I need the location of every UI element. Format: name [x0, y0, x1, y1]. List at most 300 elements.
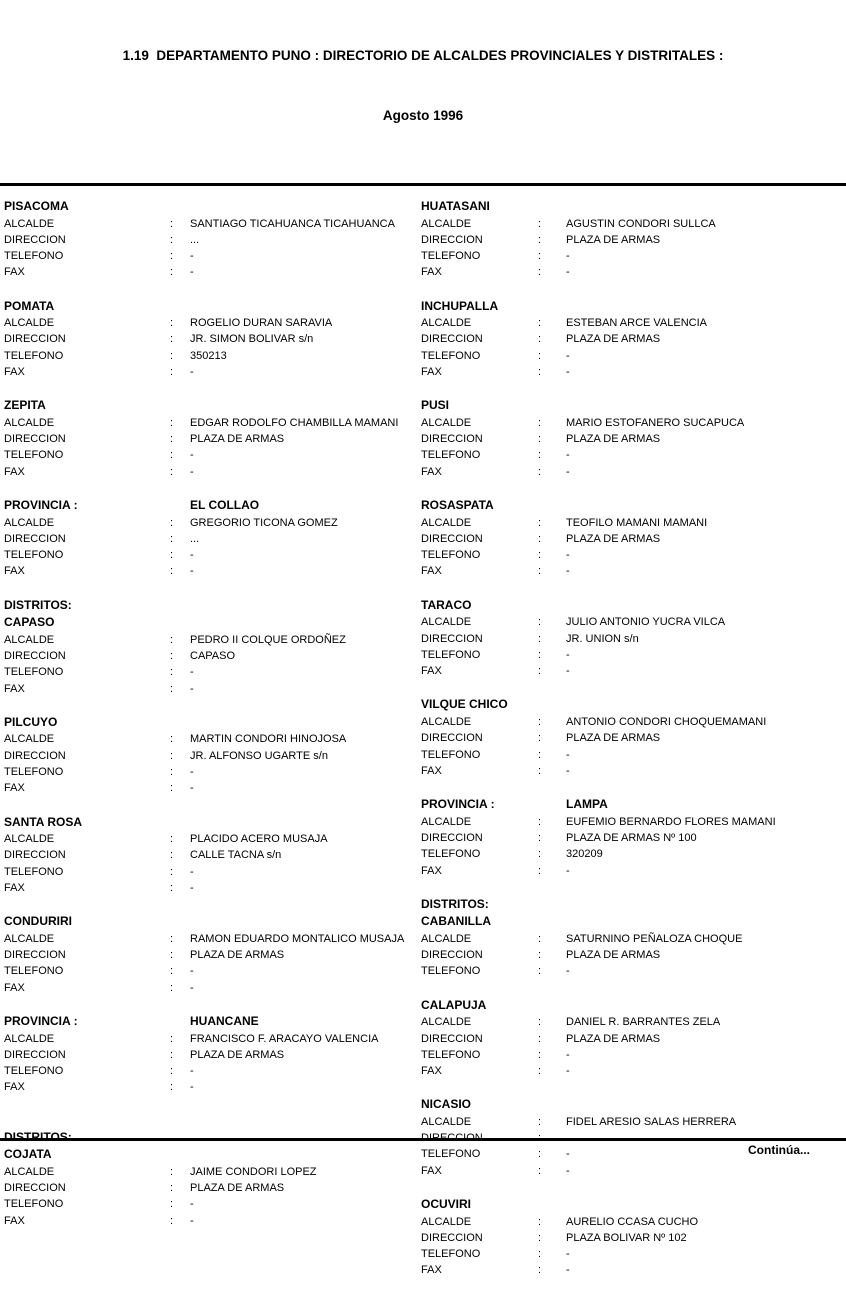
- field-separator: :: [538, 565, 542, 578]
- field-separator: :: [538, 233, 542, 246]
- field-separator: :: [538, 532, 542, 545]
- field-separator: :: [538, 1231, 542, 1244]
- field-value: -: [190, 565, 194, 578]
- field-value: -: [566, 349, 570, 362]
- field-label: ALCALDE: [421, 516, 472, 529]
- entry-heading-line: [421, 913, 846, 931]
- field-value: PLAZA DE ARMAS: [190, 949, 285, 962]
- field-label: TELEFONO: [4, 1198, 64, 1211]
- field-separator: :: [538, 433, 542, 446]
- field-value: FIDEL ARESIO SALAS HERRERA: [566, 1115, 737, 1128]
- field-value: -: [566, 748, 570, 761]
- field-row: [4, 648, 417, 664]
- field-label: DIRECCION: [421, 532, 483, 545]
- field-separator: :: [170, 1214, 174, 1227]
- field-label: DIRECCION: [4, 650, 66, 663]
- field-label: TELEFONO: [4, 865, 64, 878]
- field-row: [421, 264, 846, 280]
- field-row: [421, 547, 846, 563]
- field-label: ALCALDE: [421, 815, 472, 828]
- province-name: LAMPA: [566, 797, 608, 812]
- field-label: TELEFONO: [421, 549, 481, 562]
- entry-heading-line: [421, 796, 846, 814]
- field-row: [4, 415, 417, 431]
- field-separator: :: [538, 1132, 542, 1145]
- field-separator: :: [538, 949, 542, 962]
- field-value: -: [190, 682, 194, 695]
- field-separator: :: [170, 217, 174, 230]
- entry-heading: VILQUE CHICO: [421, 697, 508, 712]
- field-value: EDGAR RODOLFO CHAMBILLA MAMANI: [190, 416, 399, 429]
- field-row: [421, 631, 846, 647]
- field-value: -: [566, 465, 570, 478]
- directory-entry: [4, 397, 417, 480]
- directory-entry: [421, 497, 846, 580]
- field-label: DIRECCION: [421, 949, 483, 962]
- field-separator: :: [538, 932, 542, 945]
- field-label: ALCALDE: [4, 416, 55, 429]
- field-label: DIRECCION: [421, 831, 483, 844]
- field-row: [4, 563, 417, 579]
- field-label: FAX: [4, 981, 25, 994]
- field-label: FAX: [4, 366, 25, 379]
- field-separator: :: [538, 965, 542, 978]
- field-rows: [4, 731, 417, 796]
- field-rows: [4, 515, 417, 580]
- field-label: ALCALDE: [421, 1115, 472, 1128]
- field-value: -: [566, 1248, 570, 1261]
- field-row: [4, 447, 417, 463]
- field-row: [4, 248, 417, 264]
- field-label: DIRECCION: [4, 532, 66, 545]
- field-value: ...: [190, 532, 200, 545]
- field-separator: :: [538, 449, 542, 462]
- field-row: [421, 531, 846, 547]
- field-row: [4, 632, 417, 648]
- directory-entry: [421, 796, 846, 879]
- field-separator: :: [170, 549, 174, 562]
- field-label: TELEFONO: [421, 1148, 481, 1161]
- field-label: DIRECCION: [4, 849, 66, 862]
- column-right: [417, 198, 846, 1296]
- field-row: [421, 315, 846, 331]
- field-value: JAIME CONDORI LOPEZ: [190, 1165, 317, 1178]
- entry-heading-line: [421, 997, 846, 1015]
- continuation-note: Continúa...: [748, 1143, 810, 1157]
- field-row: [4, 547, 417, 563]
- entry-heading-line: [421, 298, 846, 316]
- field-separator: :: [538, 1032, 542, 1045]
- field-row: [4, 1079, 417, 1095]
- field-label: TELEFONO: [4, 549, 64, 562]
- field-label: DIRECCION: [4, 333, 66, 346]
- field-label: DIRECCION: [421, 732, 483, 745]
- field-separator: :: [170, 565, 174, 578]
- field-value: -: [566, 1065, 570, 1078]
- directory-entry: [4, 298, 417, 381]
- field-row: [4, 980, 417, 996]
- entry-heading-line: [4, 1146, 417, 1164]
- field-separator: :: [170, 333, 174, 346]
- field-value: -: [566, 266, 570, 279]
- field-row: [421, 947, 846, 963]
- field-label: ALCALDE: [421, 217, 472, 230]
- field-value: CALLE TACNA s/n: [190, 849, 282, 862]
- field-separator: :: [170, 317, 174, 330]
- entry-heading-line: [4, 397, 417, 415]
- field-value: -: [190, 1065, 194, 1078]
- field-separator: :: [538, 732, 542, 745]
- field-label: TELEFONO: [421, 965, 481, 978]
- field-label: FAX: [4, 782, 25, 795]
- field-value: -: [566, 449, 570, 462]
- field-separator: :: [170, 650, 174, 663]
- field-row: [4, 764, 417, 780]
- field-value: JR. UNION s/n: [566, 632, 639, 645]
- field-rows: [421, 1014, 846, 1079]
- field-row: [421, 464, 846, 480]
- field-label: TELEFONO: [421, 748, 481, 761]
- entry-heading: COJATA: [4, 1147, 52, 1162]
- field-value: PLAZA DE ARMAS: [566, 949, 661, 962]
- field-rows: [421, 216, 846, 281]
- field-value: PLAZA DE ARMAS: [190, 1181, 285, 1194]
- field-row: [4, 431, 417, 447]
- field-rows: [4, 931, 417, 996]
- field-value: -: [190, 1214, 194, 1227]
- field-separator: :: [170, 250, 174, 263]
- field-separator: :: [538, 1065, 542, 1078]
- field-value: -: [190, 1081, 194, 1094]
- field-separator: :: [538, 815, 542, 828]
- field-row: [421, 1163, 846, 1179]
- field-label: FAX: [4, 882, 25, 895]
- entry-heading-line: [421, 198, 846, 216]
- field-row: [4, 348, 417, 364]
- field-value: -: [190, 865, 194, 878]
- field-separator: :: [170, 981, 174, 994]
- field-row: [421, 1230, 846, 1246]
- entry-heading-line: [421, 397, 846, 415]
- field-row: [4, 515, 417, 531]
- field-value: SANTIAGO TICAHUANCA TICAHUANCA: [190, 217, 395, 230]
- field-separator: :: [538, 1016, 542, 1029]
- field-row: [421, 331, 846, 347]
- entry-heading: INCHUPALLA: [421, 298, 499, 313]
- field-row: [421, 663, 846, 679]
- field-row: [421, 647, 846, 663]
- field-value: PLACIDO ACERO MUSAJA: [190, 833, 328, 846]
- field-label: TELEFONO: [421, 848, 481, 861]
- field-row: [4, 831, 417, 847]
- field-label: DIRECCION: [4, 233, 66, 246]
- field-row: [421, 846, 846, 862]
- field-separator: :: [170, 766, 174, 779]
- section-label: DISTRITOS:: [421, 896, 489, 911]
- field-label: FAX: [421, 864, 442, 877]
- field-separator: :: [170, 516, 174, 529]
- entry-heading-line: [4, 714, 417, 732]
- field-rows: [4, 831, 417, 896]
- entry-heading: PROVINCIA :: [4, 498, 78, 513]
- field-value: -: [190, 266, 194, 279]
- field-value: PLAZA DE ARMAS: [566, 532, 661, 545]
- field-value: -: [190, 782, 194, 795]
- field-label: ALCALDE: [421, 715, 472, 728]
- field-row: [421, 415, 846, 431]
- entry-heading-line: [421, 597, 846, 615]
- directory-entry: [4, 714, 417, 797]
- field-separator: :: [170, 449, 174, 462]
- field-value: ANTONIO CONDORI CHOQUEMAMANI: [566, 715, 767, 728]
- field-label: ALCALDE: [4, 932, 55, 945]
- field-value: PLAZA DE ARMAS: [566, 433, 661, 446]
- section-label: DISTRITOS:: [4, 597, 72, 612]
- field-separator: :: [538, 715, 542, 728]
- directory-entry: [421, 896, 846, 980]
- footer-divider: [0, 1138, 846, 1141]
- directory-entry: [421, 696, 846, 779]
- field-separator: :: [538, 549, 542, 562]
- field-separator: :: [170, 1198, 174, 1211]
- field-row: [421, 1262, 846, 1278]
- field-separator: :: [538, 848, 542, 861]
- directory-entry: [4, 198, 417, 281]
- field-value: -: [566, 665, 570, 678]
- field-row: [4, 1180, 417, 1196]
- field-separator: :: [538, 632, 542, 645]
- field-separator: :: [538, 349, 542, 362]
- field-separator: :: [538, 333, 542, 346]
- field-label: FAX: [4, 266, 25, 279]
- entry-heading-line: [4, 1013, 417, 1031]
- field-value: -: [566, 1164, 570, 1177]
- field-row: [421, 248, 846, 264]
- field-rows: [4, 415, 417, 480]
- field-separator: :: [170, 1032, 174, 1045]
- directory-entry: [4, 1129, 417, 1229]
- field-label: DIRECCION: [421, 1132, 483, 1145]
- field-value: PLAZA DE ARMAS: [566, 732, 661, 745]
- entry-heading-line: [421, 1196, 846, 1214]
- field-value: PLAZA DE ARMAS: [190, 1048, 285, 1061]
- field-separator: :: [538, 416, 542, 429]
- field-row: [4, 880, 417, 896]
- entry-heading-line: [421, 1096, 846, 1114]
- entry-heading: HUATASANI: [421, 199, 490, 213]
- field-value: PLAZA BOLIVAR Nº 102: [566, 1231, 687, 1244]
- field-row: [4, 1031, 417, 1047]
- field-value: ROGELIO DURAN SARAVIA: [190, 317, 333, 330]
- field-separator: :: [170, 949, 174, 962]
- field-rows: [421, 814, 846, 879]
- field-label: ALCALDE: [421, 317, 472, 330]
- field-value: SATURNINO PEÑALOZA CHOQUE: [566, 932, 743, 945]
- field-row: [4, 681, 417, 697]
- field-separator: :: [170, 682, 174, 695]
- entry-heading: TARACO: [421, 597, 472, 612]
- field-row: [421, 730, 846, 746]
- field-value: -: [566, 366, 570, 379]
- field-separator: :: [538, 516, 542, 529]
- entry-heading: PILCUYO: [4, 714, 58, 729]
- field-value: MARTIN CONDORI HINOJOSA: [190, 733, 347, 746]
- field-label: FAX: [421, 1164, 442, 1177]
- field-value: -: [566, 648, 570, 661]
- field-row: [421, 931, 846, 947]
- field-separator: :: [538, 748, 542, 761]
- field-row: [421, 216, 846, 232]
- field-separator: :: [538, 250, 542, 263]
- field-row: [421, 963, 846, 979]
- field-row: [421, 1063, 846, 1079]
- field-label: DIRECCION: [421, 1032, 483, 1045]
- field-separator: :: [170, 833, 174, 846]
- field-value: PLAZA DE ARMAS: [566, 333, 661, 346]
- field-value: -: [566, 1148, 570, 1161]
- field-value: -: [190, 549, 194, 562]
- field-label: TELEFONO: [4, 349, 64, 362]
- field-row: [4, 531, 417, 547]
- field-separator: :: [170, 782, 174, 795]
- field-value: -: [190, 981, 194, 994]
- field-row: [4, 731, 417, 747]
- field-label: FAX: [421, 1264, 442, 1277]
- field-label: ALCALDE: [4, 633, 55, 646]
- field-rows: [4, 1031, 417, 1096]
- directory-content: [0, 186, 846, 1296]
- directory-entry: [4, 597, 417, 697]
- field-value: -: [566, 965, 570, 978]
- entry-heading: PISACOMA: [4, 199, 69, 213]
- field-value: 320209: [566, 848, 603, 861]
- field-row: [4, 216, 417, 232]
- field-row: [421, 348, 846, 364]
- field-label: TELEFONO: [421, 250, 481, 263]
- field-row: [4, 780, 417, 796]
- field-row: [4, 847, 417, 863]
- field-separator: :: [538, 1148, 542, 1161]
- field-label: TELEFONO: [421, 1248, 481, 1261]
- field-row: [421, 232, 846, 248]
- field-row: [421, 515, 846, 531]
- field-value: CAPASO: [190, 650, 236, 663]
- field-row: [4, 232, 417, 248]
- field-value: PLAZA DE ARMAS: [190, 433, 285, 446]
- field-separator: :: [170, 349, 174, 362]
- field-row: [421, 431, 846, 447]
- entry-heading: PUSI: [421, 398, 450, 413]
- field-label: FAX: [4, 565, 25, 578]
- field-row: [4, 963, 417, 979]
- field-label: TELEFONO: [4, 250, 64, 263]
- field-separator: :: [170, 465, 174, 478]
- field-label: TELEFONO: [421, 449, 481, 462]
- entry-heading: CABANILLA: [421, 914, 491, 929]
- field-value: EUFEMIO BERNARDO FLORES MAMANI: [566, 815, 776, 828]
- field-label: FAX: [421, 465, 442, 478]
- field-value: -: [190, 965, 194, 978]
- field-separator: :: [170, 416, 174, 429]
- field-value: TEOFILO MAMANI MAMANI: [566, 516, 708, 529]
- field-separator: :: [538, 1248, 542, 1261]
- field-separator: :: [170, 233, 174, 246]
- field-label: ALCALDE: [4, 516, 55, 529]
- field-separator: :: [170, 1081, 174, 1094]
- field-separator: :: [538, 266, 542, 279]
- field-row: [421, 830, 846, 846]
- field-value: -: [566, 764, 570, 777]
- field-label: FAX: [4, 1214, 25, 1227]
- field-row: [421, 364, 846, 380]
- field-separator: :: [538, 1264, 542, 1277]
- field-row: [421, 447, 846, 463]
- field-separator: :: [170, 266, 174, 279]
- directory-entry: [4, 497, 417, 580]
- field-label: TELEFONO: [4, 449, 64, 462]
- entry-heading-line: [4, 913, 417, 931]
- field-label: TELEFONO: [421, 1048, 481, 1061]
- field-row: [4, 1164, 417, 1180]
- field-label: ALCALDE: [421, 416, 472, 429]
- field-label: FAX: [421, 565, 442, 578]
- field-label: TELEFONO: [4, 1065, 64, 1078]
- field-value: -: [190, 766, 194, 779]
- field-label: ALCALDE: [4, 217, 55, 230]
- field-row: [4, 464, 417, 480]
- field-label: FAX: [4, 682, 25, 695]
- field-separator: :: [170, 1165, 174, 1178]
- field-separator: :: [170, 1065, 174, 1078]
- field-row: [4, 864, 417, 880]
- field-rows: [421, 515, 846, 580]
- field-value: FRANCISCO F. ARACAYO VALENCIA: [190, 1032, 379, 1045]
- field-row: [4, 1047, 417, 1063]
- field-row: [421, 563, 846, 579]
- field-rows: [4, 632, 417, 697]
- field-separator: :: [170, 1181, 174, 1194]
- entry-heading: CALAPUJA: [421, 997, 487, 1012]
- section-label: DISTRITOS:: [4, 1129, 72, 1144]
- field-label: ALCALDE: [421, 1215, 472, 1228]
- field-label: FAX: [421, 266, 442, 279]
- field-rows: [4, 1164, 417, 1229]
- field-separator: :: [170, 366, 174, 379]
- entry-heading: SANTA ROSA: [4, 814, 82, 829]
- field-value: AGUSTIN CONDORI SULLCA: [566, 217, 716, 230]
- field-label: DIRECCION: [4, 949, 66, 962]
- field-value: PLAZA DE ARMAS: [566, 233, 661, 246]
- field-label: ALCALDE: [4, 733, 55, 746]
- field-rows: [421, 714, 846, 779]
- field-row: [421, 1031, 846, 1047]
- field-label: DIRECCION: [4, 1181, 66, 1194]
- field-row: [4, 264, 417, 280]
- entry-heading: OCUVIRI: [421, 1197, 472, 1212]
- entry-heading: ZEPITA: [4, 398, 46, 413]
- field-label: TELEFONO: [4, 666, 64, 679]
- field-label: FAX: [421, 1065, 442, 1078]
- entry-heading: CONDURIRI: [4, 914, 72, 929]
- field-value: JULIO ANTONIO YUCRA VILCA: [566, 616, 726, 629]
- field-separator: :: [170, 532, 174, 545]
- field-row: [4, 1063, 417, 1079]
- field-value: -: [566, 250, 570, 263]
- field-label: ALCALDE: [4, 833, 55, 846]
- field-label: DIRECCION: [421, 233, 483, 246]
- field-separator: :: [538, 1115, 542, 1128]
- entry-heading: CAPASO: [4, 615, 55, 630]
